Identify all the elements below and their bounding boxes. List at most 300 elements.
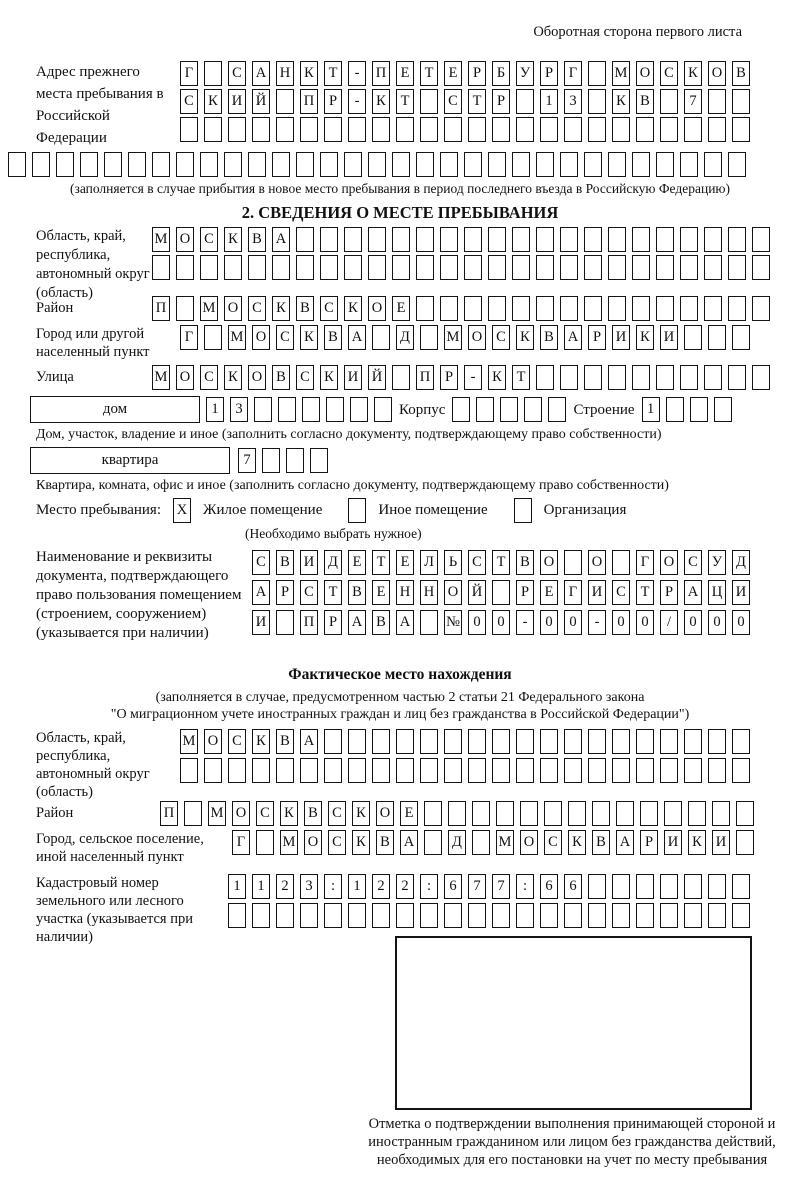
char-cell[interactable] [536,365,554,390]
char-cell[interactable] [324,729,342,754]
char-cell[interactable]: Р [324,89,342,114]
char-cell[interactable]: 2 [276,874,294,899]
char-cell[interactable]: : [420,874,438,899]
char-cell[interactable]: К [224,365,242,390]
char-cell[interactable] [736,801,754,826]
char-cell[interactable] [464,227,482,252]
char-cell[interactable] [732,117,750,142]
char-cell[interactable] [732,758,750,783]
char-cell[interactable] [420,903,438,928]
char-cell[interactable] [660,903,678,928]
char-cell[interactable]: К [684,61,702,86]
char-cell[interactable] [492,117,510,142]
char-cell[interactable] [540,117,558,142]
char-cell[interactable]: П [300,89,318,114]
char-cell[interactable]: Е [540,580,558,605]
char-cell[interactable]: Е [348,550,366,575]
char-cell[interactable]: 6 [444,874,462,899]
char-cell[interactable]: В [324,325,342,350]
char-cell[interactable] [584,227,602,252]
char-cell[interactable] [248,152,266,177]
char-cell[interactable] [588,758,606,783]
char-cell[interactable]: В [516,550,534,575]
char-cell[interactable]: М [152,365,170,390]
char-cell[interactable]: С [300,580,318,605]
char-cell[interactable] [728,255,746,280]
char-cell[interactable] [704,255,722,280]
char-cell[interactable] [444,729,462,754]
char-cell[interactable]: А [272,227,290,252]
char-cell[interactable]: Р [640,830,658,855]
char-cell[interactable] [252,903,270,928]
char-cell[interactable] [588,729,606,754]
char-cell[interactable]: А [252,580,270,605]
char-cell[interactable] [372,903,390,928]
char-cell[interactable] [368,255,386,280]
char-cell[interactable] [708,325,726,350]
char-cell[interactable] [608,365,626,390]
char-cell[interactable] [348,903,366,928]
char-cell[interactable] [660,729,678,754]
char-cell[interactable]: К [344,296,362,321]
char-cell[interactable] [684,117,702,142]
char-cell[interactable]: В [540,325,558,350]
char-cell[interactable] [396,117,414,142]
char-cell[interactable] [444,903,462,928]
char-cell[interactable] [248,255,266,280]
char-cell[interactable] [420,610,438,635]
char-cell[interactable] [296,227,314,252]
char-cell[interactable] [608,227,626,252]
char-cell[interactable]: И [588,580,606,605]
char-cell[interactable] [512,152,530,177]
char-cell[interactable] [584,255,602,280]
char-cell[interactable] [420,758,438,783]
char-cell[interactable] [492,729,510,754]
char-cell[interactable]: К [300,61,318,86]
char-cell[interactable] [612,550,630,575]
char-cell[interactable]: 1 [252,874,270,899]
char-cell[interactable]: И [344,365,362,390]
char-cell[interactable]: П [300,610,318,635]
char-cell[interactable]: О [468,325,486,350]
char-cell[interactable] [488,255,506,280]
char-cell[interactable] [612,903,630,928]
char-cell[interactable] [636,729,654,754]
char-cell[interactable]: 0 [636,610,654,635]
char-cell[interactable] [680,227,698,252]
char-cell[interactable]: О [232,801,250,826]
char-cell[interactable] [684,874,702,899]
char-cell[interactable] [344,255,362,280]
char-cell[interactable]: Т [512,365,530,390]
char-cell[interactable]: 0 [684,610,702,635]
char-cell[interactable] [560,152,578,177]
char-cell[interactable] [440,296,458,321]
char-cell[interactable]: К [272,296,290,321]
char-cell[interactable] [416,296,434,321]
char-cell[interactable]: Й [468,580,486,605]
char-cell[interactable] [536,255,554,280]
char-cell[interactable]: 1 [206,397,224,422]
char-cell[interactable]: Т [492,550,510,575]
char-cell[interactable] [272,255,290,280]
char-cell[interactable] [588,903,606,928]
char-cell[interactable]: Ь [444,550,462,575]
char-cell[interactable] [392,227,410,252]
char-cell[interactable]: Д [732,550,750,575]
char-cell[interactable]: Е [372,580,390,605]
char-cell[interactable] [656,152,674,177]
char-cell[interactable] [392,152,410,177]
char-cell[interactable] [396,903,414,928]
char-cell[interactable] [688,801,706,826]
char-cell[interactable] [512,296,530,321]
char-cell[interactable] [516,89,534,114]
char-cell[interactable] [584,152,602,177]
char-cell[interactable] [684,325,702,350]
char-cell[interactable]: 7 [684,89,702,114]
char-cell[interactable] [228,117,246,142]
char-cell[interactable] [684,903,702,928]
char-cell[interactable]: 1 [540,89,558,114]
char-cell[interactable] [128,152,146,177]
char-cell[interactable] [736,830,754,855]
char-cell[interactable] [564,758,582,783]
char-cell[interactable]: М [612,61,630,86]
char-cell[interactable] [348,758,366,783]
char-cell[interactable]: Н [420,580,438,605]
char-cell[interactable] [286,448,304,473]
char-cell[interactable] [680,296,698,321]
char-cell[interactable] [254,397,272,422]
char-cell[interactable]: А [348,325,366,350]
char-cell[interactable] [704,296,722,321]
char-cell[interactable] [540,903,558,928]
char-cell[interactable]: М [200,296,218,321]
char-cell[interactable]: С [256,801,274,826]
char-cell[interactable] [712,801,730,826]
char-cell[interactable] [680,365,698,390]
char-cell[interactable]: Е [392,296,410,321]
char-cell[interactable] [468,729,486,754]
char-cell[interactable]: К [352,801,370,826]
char-cell[interactable]: 1 [642,397,660,422]
char-cell[interactable] [276,610,294,635]
char-cell[interactable] [728,296,746,321]
char-cell[interactable] [448,801,466,826]
char-cell[interactable]: С [468,550,486,575]
char-cell[interactable] [512,255,530,280]
char-cell[interactable]: В [276,729,294,754]
char-cell[interactable]: Е [396,550,414,575]
char-cell[interactable] [372,758,390,783]
char-cell[interactable] [516,729,534,754]
char-cell[interactable]: - [588,610,606,635]
char-cell[interactable]: Г [232,830,250,855]
char-cell[interactable]: 0 [708,610,726,635]
char-cell[interactable]: 2 [396,874,414,899]
char-cell[interactable]: И [300,550,318,575]
char-cell[interactable] [276,89,294,114]
char-cell[interactable] [420,117,438,142]
char-cell[interactable]: А [400,830,418,855]
char-cell[interactable] [300,758,318,783]
char-cell[interactable]: Д [448,830,466,855]
char-cell[interactable]: № [444,610,462,635]
char-cell[interactable]: Т [372,550,390,575]
char-cell[interactable] [472,801,490,826]
char-cell[interactable] [656,227,674,252]
char-cell[interactable] [204,117,222,142]
residential-checkbox[interactable]: X [173,498,191,523]
char-cell[interactable] [252,758,270,783]
char-cell[interactable] [464,255,482,280]
char-cell[interactable] [204,758,222,783]
char-cell[interactable] [488,296,506,321]
char-cell[interactable]: С [320,296,338,321]
char-cell[interactable]: 3 [230,397,248,422]
char-cell[interactable] [564,903,582,928]
char-cell[interactable]: О [176,227,194,252]
char-cell[interactable] [516,758,534,783]
char-cell[interactable] [492,903,510,928]
char-cell[interactable] [224,255,242,280]
char-cell[interactable] [708,117,726,142]
char-cell[interactable] [640,801,658,826]
char-cell[interactable]: 0 [468,610,486,635]
char-cell[interactable]: С [660,61,678,86]
char-cell[interactable] [276,903,294,928]
char-cell[interactable]: - [516,610,534,635]
char-cell[interactable] [500,397,518,422]
char-cell[interactable] [296,152,314,177]
char-cell[interactable]: К [252,729,270,754]
char-cell[interactable] [690,397,708,422]
char-cell[interactable]: У [516,61,534,86]
char-cell[interactable] [204,325,222,350]
char-cell[interactable] [256,830,274,855]
char-cell[interactable]: К [320,365,338,390]
char-cell[interactable] [684,758,702,783]
char-cell[interactable] [560,227,578,252]
char-cell[interactable] [488,152,506,177]
char-cell[interactable] [752,296,770,321]
char-cell[interactable]: В [348,580,366,605]
char-cell[interactable]: 7 [468,874,486,899]
organization-checkbox[interactable] [514,498,532,523]
char-cell[interactable] [632,152,650,177]
char-cell[interactable] [732,325,750,350]
char-cell[interactable]: А [564,325,582,350]
char-cell[interactable]: М [152,227,170,252]
char-cell[interactable] [608,152,626,177]
char-cell[interactable]: Н [276,61,294,86]
char-cell[interactable]: С [492,325,510,350]
char-cell[interactable] [704,365,722,390]
char-cell[interactable]: : [516,874,534,899]
char-cell[interactable]: Т [420,61,438,86]
char-cell[interactable] [348,117,366,142]
char-cell[interactable]: Р [492,89,510,114]
char-cell[interactable] [344,152,362,177]
char-cell[interactable] [728,152,746,177]
char-cell[interactable] [704,152,722,177]
char-cell[interactable]: И [660,325,678,350]
char-cell[interactable] [204,61,222,86]
char-cell[interactable]: С [684,550,702,575]
char-cell[interactable]: С [544,830,562,855]
char-cell[interactable] [612,729,630,754]
char-cell[interactable]: Е [400,801,418,826]
char-cell[interactable] [516,117,534,142]
char-cell[interactable] [444,117,462,142]
char-cell[interactable] [524,397,542,422]
char-cell[interactable] [444,758,462,783]
char-cell[interactable] [496,801,514,826]
char-cell[interactable] [320,255,338,280]
char-cell[interactable]: Т [636,580,654,605]
char-cell[interactable]: Д [396,325,414,350]
char-cell[interactable] [200,152,218,177]
char-cell[interactable] [516,903,534,928]
char-cell[interactable]: А [348,610,366,635]
char-cell[interactable]: С [612,580,630,605]
char-cell[interactable]: К [300,325,318,350]
char-cell[interactable] [32,152,50,177]
char-cell[interactable] [708,89,726,114]
char-cell[interactable] [348,729,366,754]
char-cell[interactable]: К [352,830,370,855]
char-cell[interactable] [588,61,606,86]
char-cell[interactable]: Р [276,580,294,605]
char-cell[interactable]: - [348,89,366,114]
char-cell[interactable]: 0 [540,610,558,635]
char-cell[interactable]: Т [396,89,414,114]
char-cell[interactable]: Р [468,61,486,86]
char-cell[interactable] [396,758,414,783]
char-cell[interactable] [520,801,538,826]
char-cell[interactable] [440,227,458,252]
char-cell[interactable] [540,758,558,783]
char-cell[interactable]: 3 [300,874,318,899]
char-cell[interactable]: 1 [228,874,246,899]
char-cell[interactable] [636,117,654,142]
char-cell[interactable]: С [248,296,266,321]
char-cell[interactable]: А [300,729,318,754]
char-cell[interactable] [228,758,246,783]
char-cell[interactable] [492,580,510,605]
char-cell[interactable] [272,152,290,177]
char-cell[interactable] [632,227,650,252]
char-cell[interactable]: Г [180,61,198,86]
char-cell[interactable]: О [176,365,194,390]
char-cell[interactable]: М [228,325,246,350]
char-cell[interactable]: И [732,580,750,605]
char-cell[interactable]: А [396,610,414,635]
char-cell[interactable] [468,903,486,928]
char-cell[interactable] [452,397,470,422]
char-cell[interactable]: О [540,550,558,575]
char-cell[interactable] [616,801,634,826]
char-cell[interactable]: 0 [732,610,750,635]
char-cell[interactable] [608,255,626,280]
char-cell[interactable] [560,255,578,280]
char-cell[interactable]: М [180,729,198,754]
char-cell[interactable]: К [568,830,586,855]
char-cell[interactable]: : [324,874,342,899]
char-cell[interactable]: В [272,365,290,390]
char-cell[interactable] [228,903,246,928]
char-cell[interactable]: Р [324,610,342,635]
char-cell[interactable]: В [732,61,750,86]
char-cell[interactable] [732,729,750,754]
char-cell[interactable] [252,117,270,142]
char-cell[interactable] [684,729,702,754]
char-cell[interactable]: О [252,325,270,350]
char-cell[interactable] [180,117,198,142]
char-cell[interactable] [680,152,698,177]
char-cell[interactable] [708,874,726,899]
char-cell[interactable] [468,117,486,142]
char-cell[interactable] [420,729,438,754]
char-cell[interactable] [584,365,602,390]
char-cell[interactable] [536,227,554,252]
char-cell[interactable] [564,729,582,754]
char-cell[interactable]: К [372,89,390,114]
char-cell[interactable]: - [464,365,482,390]
char-cell[interactable] [536,296,554,321]
char-cell[interactable] [300,903,318,928]
char-cell[interactable] [732,874,750,899]
char-cell[interactable]: 0 [612,610,630,635]
char-cell[interactable] [536,152,554,177]
char-cell[interactable] [568,801,586,826]
char-cell[interactable] [464,296,482,321]
char-cell[interactable]: С [252,550,270,575]
confirmation-stamp-box[interactable] [395,936,752,1110]
char-cell[interactable] [704,227,722,252]
char-cell[interactable]: С [200,365,218,390]
char-cell[interactable]: В [276,550,294,575]
char-cell[interactable] [728,365,746,390]
char-cell[interactable] [564,117,582,142]
char-cell[interactable]: 6 [540,874,558,899]
char-cell[interactable]: Р [440,365,458,390]
char-cell[interactable] [660,117,678,142]
char-cell[interactable]: Н [396,580,414,605]
char-cell[interactable] [374,397,392,422]
char-cell[interactable]: Г [564,61,582,86]
char-cell[interactable] [278,397,296,422]
char-cell[interactable] [728,227,746,252]
char-cell[interactable]: О [368,296,386,321]
char-cell[interactable] [392,365,410,390]
char-cell[interactable] [732,89,750,114]
char-cell[interactable] [344,227,362,252]
char-cell[interactable] [276,117,294,142]
char-cell[interactable] [632,365,650,390]
char-cell[interactable] [664,801,682,826]
char-cell[interactable]: Т [324,580,342,605]
char-cell[interactable]: Р [540,61,558,86]
char-cell[interactable]: А [252,61,270,86]
char-cell[interactable] [320,227,338,252]
char-cell[interactable]: Л [420,550,438,575]
char-cell[interactable]: С [200,227,218,252]
char-cell[interactable]: Й [252,89,270,114]
char-cell[interactable]: Р [660,580,678,605]
